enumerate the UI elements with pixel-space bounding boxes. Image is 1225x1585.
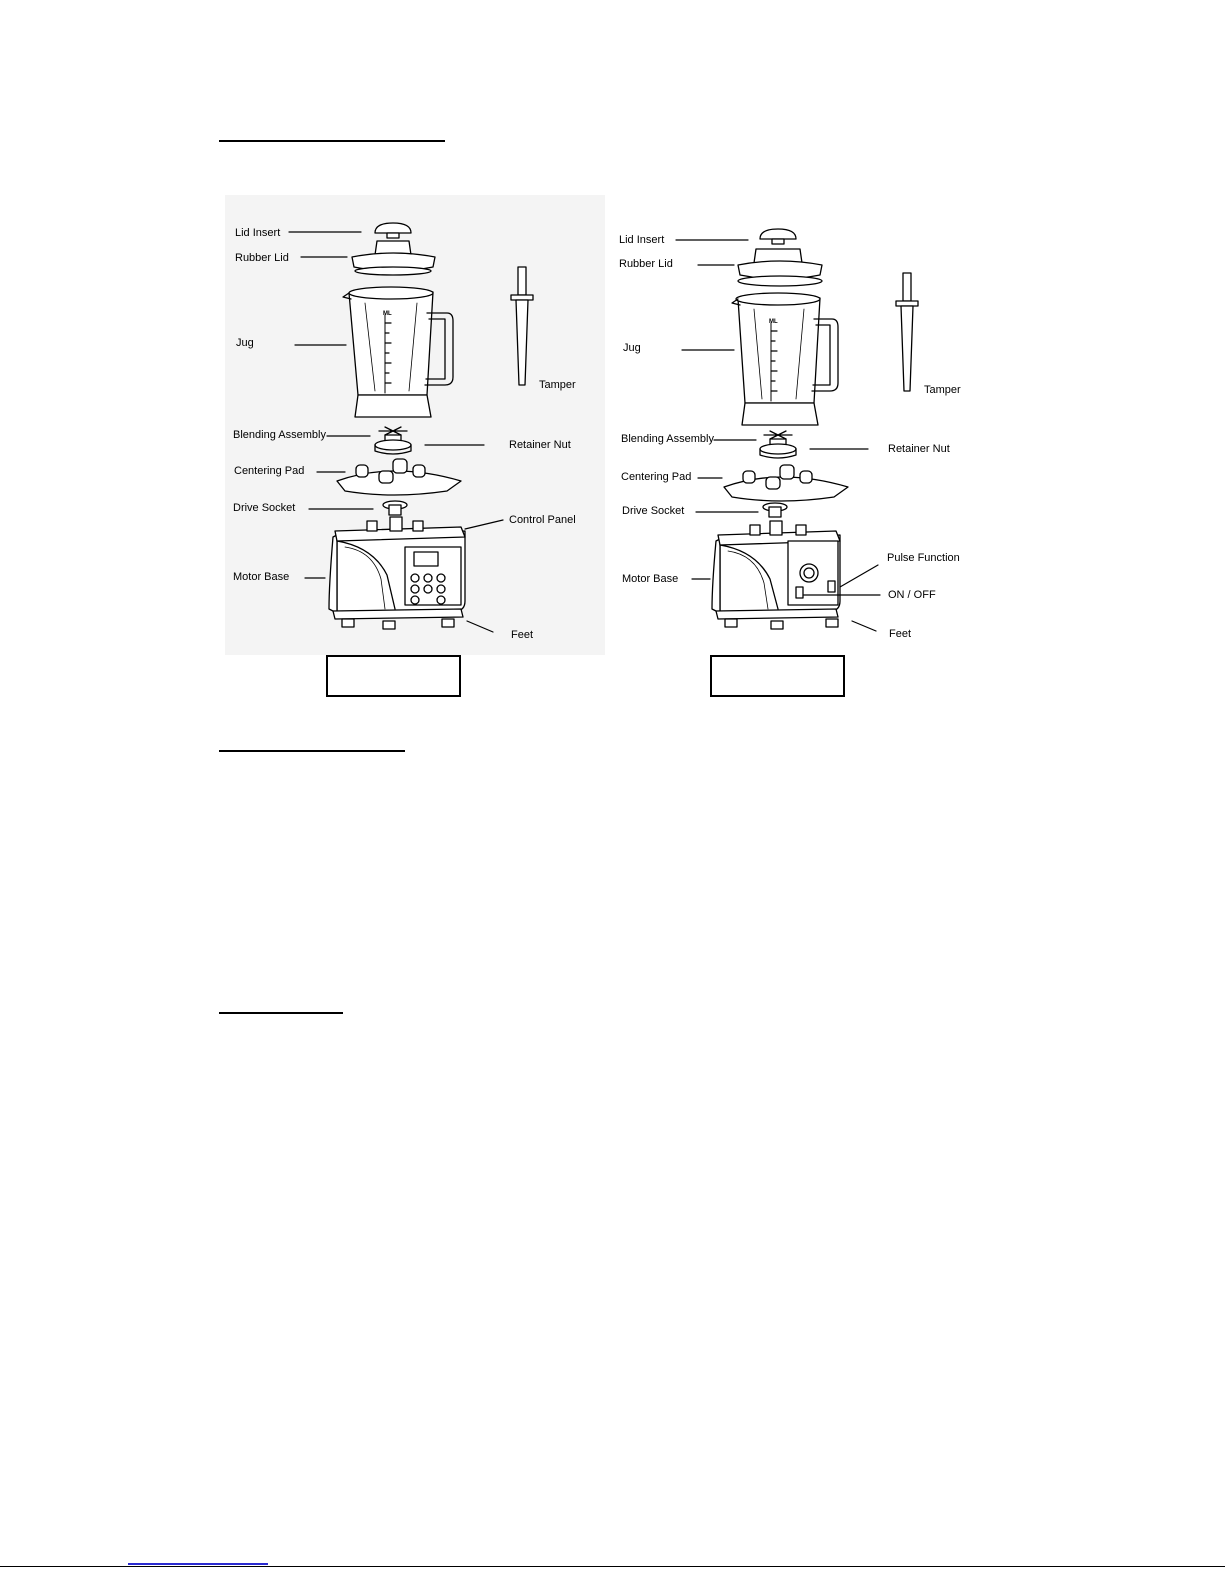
blending-assembly-part [379,427,407,441]
label-retainer-nut: Retainer Nut [888,443,950,455]
jug-part [343,287,453,417]
label-drive-socket: Drive Socket [622,505,685,517]
label-control-panel: Control Panel [509,514,576,526]
label-drive-socket: Drive Socket [233,502,296,514]
tamper-part [896,273,918,391]
label-tamper: Tamper [924,384,961,396]
label-lid-insert: Lid Insert [619,234,665,246]
section-heading-underline-3 [219,1012,343,1014]
retainer-nut-part [760,444,796,458]
retainer-nut-part [375,440,411,454]
lid-insert-part [375,223,411,238]
blender-diagram-digital [225,195,605,655]
motor-base-part [329,517,465,629]
caption-box-left [326,655,461,697]
label-tamper: Tamper [539,379,576,391]
label-jug-scale-unit: ML [383,311,392,317]
footer-link-underline[interactable] [128,1563,268,1565]
label-on-off: ON / OFF [888,589,936,601]
label-motor-base: Motor Base [622,573,679,585]
label-rubber-lid: Rubber Lid [235,252,289,264]
label-retainer-nut: Retainer Nut [509,439,571,451]
label-jug: Jug [623,342,641,354]
caption-box-right [710,655,845,697]
tamper-part [511,267,533,385]
label-blending-assembly: Blending Assembly [233,429,326,441]
blending-assembly-part [764,431,792,445]
centering-pad-part [337,459,461,495]
label-centering-pad: Centering Pad [234,465,305,477]
label-centering-pad: Centering Pad [621,471,692,483]
label-feet: Feet [889,628,912,640]
motor-base-part [712,521,840,629]
rubber-lid-part [352,241,435,275]
label-blending-assembly: Blending Assembly [621,433,714,445]
centering-pad-part [724,465,848,501]
footer-rule [0,1566,1225,1567]
blender-diagram-dial [610,195,990,655]
section-heading-underline-1 [219,140,445,142]
drive-socket-part [763,503,787,517]
lid-insert-part [760,229,796,244]
rubber-lid-part [738,249,822,286]
label-jug: Jug [236,337,254,349]
label-rubber-lid: Rubber Lid [619,258,673,270]
jug-part [732,293,838,425]
label-lid-insert: Lid Insert [235,227,281,239]
label-feet: Feet [511,629,534,641]
label-jug-scale-unit: ML [769,319,778,325]
blender-exploded-view-digital [225,195,605,655]
section-heading-underline-2 [219,750,405,752]
label-pulse-function: Pulse Function [887,552,960,564]
label-motor-base: Motor Base [233,571,290,583]
drive-socket-part [383,501,407,515]
